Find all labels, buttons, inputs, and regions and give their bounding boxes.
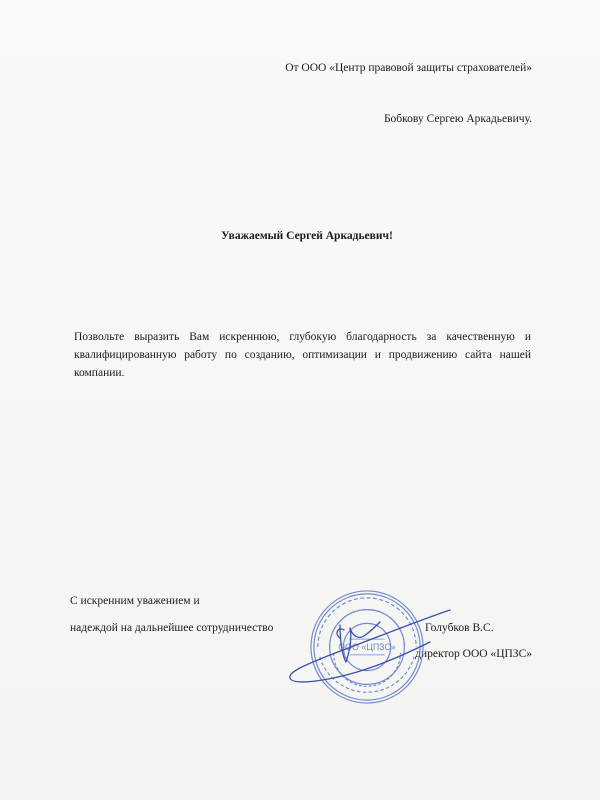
signer-title: директор ООО «ЦПЗС» — [415, 648, 532, 660]
stamp-center-text: ООО «ЦПЗС» — [338, 641, 396, 652]
greeting-heading: Уважаемый Сергей Аркадьевич! — [221, 230, 393, 242]
signature-icon — [280, 600, 470, 690]
closing-line-2: надеждой на дальнейшее сотрудничество — [70, 622, 274, 634]
recipient-line: Бобкову Сергею Аркадьевичу. — [383, 113, 532, 125]
letter-body: Позвольте выразить Вам искреннюю, глубокую благодарность за качественную и квалифицированную работу по созданию, оптимизации и продвижению сайта нашей компании. — [74, 331, 531, 379]
sender-line: От ООО «Центр правовой защиты страхователей» — [285, 62, 532, 74]
closing-line-1: С искренним уважением и — [70, 595, 200, 607]
signer-name: Голубков В.С. — [425, 622, 494, 634]
